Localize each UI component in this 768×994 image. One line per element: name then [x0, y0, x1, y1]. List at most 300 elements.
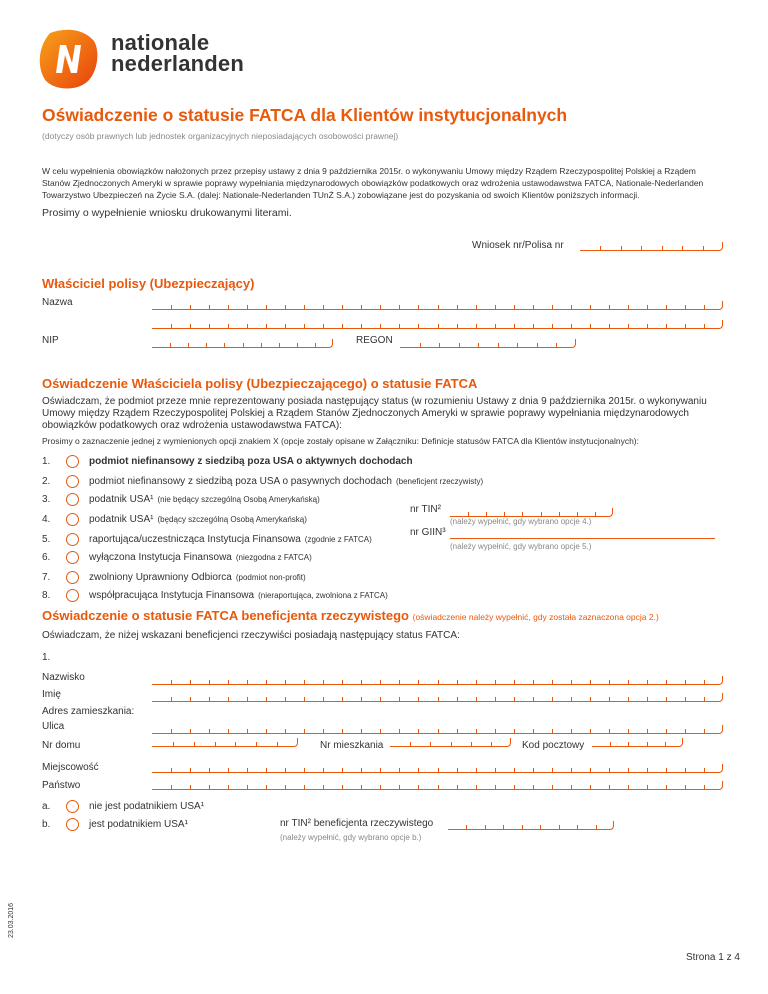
field-tick: [514, 768, 515, 772]
field-tick: [171, 768, 172, 772]
status-option-number: 3.: [42, 494, 51, 505]
field-tick: [418, 305, 419, 309]
field-tick: [206, 343, 207, 347]
field-tick: [323, 785, 324, 789]
status-option-note: (podmiot non-profit): [235, 573, 306, 582]
house-number-field[interactable]: [152, 738, 298, 747]
field-tick: [666, 729, 667, 733]
field-tick: [342, 680, 343, 684]
status-option-text: współpracująca Instytucja Finansowa: [89, 590, 255, 601]
surname-field[interactable]: [152, 676, 723, 685]
postal-code-label: Kod pocztowy: [522, 740, 585, 751]
status-option-radio[interactable]: [66, 513, 79, 526]
field-tick: [552, 768, 553, 772]
status-option-8: [42, 589, 388, 602]
field-tick: [590, 729, 591, 733]
field-tick: [457, 305, 458, 309]
field-tick: [247, 729, 248, 733]
field-tick: [610, 742, 611, 746]
field-tick: [342, 785, 343, 789]
status-option-text: raportująca/uczestnicząca Instytucja Finansowa: [89, 534, 301, 545]
field-tick: [170, 343, 171, 347]
brand-line-1: nationale: [111, 30, 210, 55]
field-tick: [361, 680, 362, 684]
address-label: Adres zamieszkania:: [42, 706, 135, 717]
field-tick: [285, 768, 286, 772]
field-tick: [171, 324, 172, 328]
giin-field[interactable]: [450, 538, 715, 539]
field-tick: [628, 680, 629, 684]
field-tick: [666, 697, 667, 701]
field-tick: [628, 768, 629, 772]
beneficiary-number: 1.: [42, 652, 51, 663]
field-tick: [342, 305, 343, 309]
field-tick: [495, 729, 496, 733]
status-option-number: 4.: [42, 514, 51, 525]
field-tick: [399, 324, 400, 328]
firstname-field[interactable]: [152, 693, 723, 702]
field-tick: [457, 729, 458, 733]
field-tick: [590, 680, 591, 684]
field-tick: [571, 729, 572, 733]
field-tick: [522, 512, 523, 516]
field-tick: [590, 785, 591, 789]
status-option-number: 8.: [42, 590, 51, 601]
field-tick: [459, 343, 460, 347]
field-tick: [285, 305, 286, 309]
beneficiary-tin-field[interactable]: [448, 821, 614, 830]
field-tick: [256, 742, 257, 746]
field-tick: [323, 324, 324, 328]
flat-number-label: Nr mieszkania: [320, 740, 384, 751]
field-tick: [495, 785, 496, 789]
field-tick: [666, 305, 667, 309]
firstname-label: Imię: [42, 689, 61, 700]
field-tick: [228, 680, 229, 684]
field-tick: [457, 680, 458, 684]
field-tick: [628, 305, 629, 309]
field-tick: [468, 512, 469, 516]
field-tick: [266, 729, 267, 733]
field-tick: [438, 729, 439, 733]
field-tick: [418, 324, 419, 328]
field-tick: [503, 825, 504, 829]
field-tick: [590, 768, 591, 772]
owner-name-field-1[interactable]: [152, 301, 723, 310]
field-tick: [342, 697, 343, 701]
status-option-7: [42, 571, 306, 584]
field-tick: [495, 768, 496, 772]
status-option-text: wyłączona Instytucja Finansowa: [89, 552, 232, 563]
field-tick: [609, 768, 610, 772]
field-tick: [682, 246, 683, 250]
regon-field[interactable]: [400, 339, 576, 348]
field-tick: [559, 825, 560, 829]
giin-hint: (należy wypełnić, gdy wybrano opcje 5.): [450, 542, 592, 551]
field-tick: [498, 343, 499, 347]
field-tick: [361, 697, 362, 701]
field-tick: [514, 697, 515, 701]
status-option-4: [42, 513, 307, 526]
field-tick: [247, 324, 248, 328]
field-tick: [571, 305, 572, 309]
field-tick: [361, 305, 362, 309]
nip-field[interactable]: [152, 339, 333, 348]
status-option-radio[interactable]: [66, 571, 79, 584]
status-option-text: zwolniony Uprawniony Odbiorca: [89, 572, 232, 583]
footer-date: 23.03.2016: [8, 902, 15, 938]
field-tick: [451, 742, 452, 746]
field-tick: [471, 742, 472, 746]
field-tick: [247, 697, 248, 701]
option-b-number: b.: [42, 819, 51, 830]
field-tick: [704, 680, 705, 684]
status-option-radio[interactable]: [66, 475, 79, 488]
field-tick: [533, 729, 534, 733]
field-tick: [541, 512, 542, 516]
status-option-number: 2.: [42, 476, 51, 487]
intro-text: W celu wypełnienia obowiązków nałożonych przez przepisy ustawy z dnia 9 października 2015r. o wykonywaniu Umowy między Rządem Rzeczypospolitej Polskiej a Rządem Stanów Zjednoczonych Ameryki w sprawie poprawy wypełniania międzynarodowych obowiązków podatkowych oraz wdrożenia ustawodawstwa FATCA, Nationale-Nederlanden Towarzystwo Ubezpieczeń na Życie S.A. (dalej: Nationale-Nederlanden TUnŻ S.A.) zobowiązane jest do pozyskania od swoich Klientów poniższych informacji.: [42, 166, 704, 200]
field-tick: [628, 729, 629, 733]
field-tick: [628, 697, 629, 701]
field-tick: [647, 305, 648, 309]
field-tick: [514, 680, 515, 684]
field-tick: [266, 785, 267, 789]
field-tick: [704, 768, 705, 772]
field-tick: [641, 246, 642, 250]
field-tick: [247, 768, 248, 772]
status-option-text: podatnik USA¹: [89, 514, 154, 525]
field-tick: [621, 246, 622, 250]
status-option-2: [42, 475, 483, 488]
field-tick: [228, 768, 229, 772]
field-tick: [522, 825, 523, 829]
field-tick: [173, 742, 174, 746]
field-tick: [418, 680, 419, 684]
giin-label: nr GIIN³: [410, 527, 446, 538]
field-tick: [420, 343, 421, 347]
status-option-radio[interactable]: [66, 455, 79, 468]
owner-name-label: Nazwa: [42, 297, 73, 308]
field-tick: [399, 768, 400, 772]
field-tick: [600, 246, 601, 250]
status-option-number: 7.: [42, 572, 51, 583]
field-tick: [209, 324, 210, 328]
field-tick: [556, 343, 557, 347]
field-tick: [491, 742, 492, 746]
field-tick: [243, 343, 244, 347]
field-tick: [476, 305, 477, 309]
option-a-number: a.: [42, 801, 51, 812]
field-tick: [704, 305, 705, 309]
owner-name-field-2[interactable]: [152, 320, 723, 329]
field-tick: [533, 305, 534, 309]
field-tick: [647, 697, 648, 701]
field-tick: [224, 343, 225, 347]
status-option-number: 5.: [42, 534, 51, 545]
field-tick: [190, 680, 191, 684]
policy-number-field[interactable]: [580, 242, 723, 251]
status-option-note: (nie będący szczególną Osobą Amerykańską): [157, 495, 320, 504]
field-tick: [190, 324, 191, 328]
field-tick: [514, 785, 515, 789]
field-tick: [537, 343, 538, 347]
status-option-number: 1.: [42, 456, 51, 467]
brand-wordmark: [111, 32, 244, 74]
field-tick: [266, 697, 267, 701]
tin-field[interactable]: [450, 508, 613, 517]
status-option-number: 6.: [42, 552, 51, 563]
field-tick: [685, 305, 686, 309]
flat-number-field[interactable]: [390, 738, 511, 747]
field-tick: [171, 680, 172, 684]
field-tick: [457, 785, 458, 789]
page-title: Oświadczenie o statusie FATCA dla Klientów instytucjonalnych: [42, 105, 568, 125]
field-tick: [266, 768, 267, 772]
status-option-text: podmiot niefinansowy z siedzibą poza USA o pasywnych dochodach: [89, 476, 392, 487]
field-tick: [666, 324, 667, 328]
field-tick: [209, 768, 210, 772]
field-tick: [514, 729, 515, 733]
statement-text: Oświadczam, że podmiot przeze mnie reprezentowany posiada następujący status (w rozumieniu Ustawy z dnia 9 października 2015r. o wykonywaniu Umowy między Rządem Rzeczypospolitej Polskiej a Rządem Stanów Zjednoczonych Ameryki w sprawie poprawy wypełniania międzynarodowych obowiązków podatkowych oraz wdrożenia ustawodawstwa FATCA):: [42, 396, 707, 431]
field-tick: [662, 246, 663, 250]
field-tick: [438, 305, 439, 309]
postal-code-field[interactable]: [592, 738, 683, 747]
field-tick: [476, 785, 477, 789]
field-tick: [297, 343, 298, 347]
status-option-radio[interactable]: [66, 533, 79, 546]
field-tick: [342, 768, 343, 772]
field-tick: [609, 324, 610, 328]
field-tick: [685, 768, 686, 772]
field-tick: [285, 324, 286, 328]
nn-logo-icon: [36, 27, 100, 91]
field-tick: [628, 324, 629, 328]
field-tick: [190, 768, 191, 772]
option-a-radio[interactable]: [66, 800, 79, 813]
field-tick: [261, 343, 262, 347]
field-tick: [476, 729, 477, 733]
field-tick: [571, 785, 572, 789]
field-tick: [380, 785, 381, 789]
field-tick: [704, 697, 705, 701]
field-tick: [228, 324, 229, 328]
field-tick: [430, 742, 431, 746]
field-tick: [410, 742, 411, 746]
regon-label: REGON: [356, 335, 393, 346]
field-tick: [476, 768, 477, 772]
field-tick: [609, 697, 610, 701]
field-tick: [647, 742, 648, 746]
field-tick: [399, 305, 400, 309]
field-tick: [418, 697, 419, 701]
field-tick: [457, 697, 458, 701]
field-tick: [666, 785, 667, 789]
field-tick: [533, 680, 534, 684]
field-tick: [342, 324, 343, 328]
field-tick: [438, 697, 439, 701]
beneficiary-intro: Oświadczam, że niżej wskazani beneficjenci rzeczywiści posiadają następujący status FATCA:: [42, 630, 460, 641]
field-tick: [438, 785, 439, 789]
field-tick: [552, 305, 553, 309]
country-label: Państwo: [42, 780, 81, 791]
field-tick: [323, 680, 324, 684]
field-tick: [609, 785, 610, 789]
field-tick: [380, 697, 381, 701]
field-tick: [315, 343, 316, 347]
statement-section-title: Oświadczenie Właściciela polisy (Ubezpieczającego) o statusie FATCA: [42, 376, 478, 391]
field-tick: [304, 729, 305, 733]
field-tick: [590, 324, 591, 328]
field-tick: [466, 825, 467, 829]
field-tick: [323, 305, 324, 309]
surname-label: Nazwisko: [42, 672, 85, 683]
field-tick: [342, 729, 343, 733]
tin-hint: (należy wypełnić, gdy wybrano opcje 4.): [450, 517, 592, 526]
field-tick: [285, 785, 286, 789]
field-tick: [209, 697, 210, 701]
field-tick: [194, 742, 195, 746]
field-tick: [495, 680, 496, 684]
status-option-text: podatnik USA¹: [89, 494, 154, 505]
beneficiary-tin-label: nr TIN² beneficjenta rzeczywistego: [280, 818, 434, 829]
status-option-radio[interactable]: [66, 493, 79, 506]
field-tick: [577, 825, 578, 829]
tin-label: nr TIN²: [410, 504, 441, 515]
field-tick: [285, 680, 286, 684]
beneficiary-option-b: [42, 818, 188, 831]
status-option-note: (nieraportująca, zwolniona z FATCA): [258, 591, 388, 600]
field-tick: [609, 729, 610, 733]
field-tick: [590, 305, 591, 309]
status-option-radio[interactable]: [66, 589, 79, 602]
field-tick: [685, 680, 686, 684]
field-tick: [647, 785, 648, 789]
option-b-radio[interactable]: [66, 818, 79, 831]
option-a-text: nie jest podatnikiem USA¹: [89, 801, 205, 812]
statement-instruction: Prosimy o zaznaczenie jednej z wymienionych opcji znakiem X (opcje zostały opisane w Załączniku: Definicje statusów FATCA dla Klientów instytucjonalnych):: [42, 436, 640, 446]
field-tick: [514, 324, 515, 328]
field-tick: [228, 697, 229, 701]
field-tick: [552, 324, 553, 328]
field-tick: [209, 305, 210, 309]
status-option-text: podmiot niefinansowy z siedzibą poza USA o aktywnych dochodach: [89, 456, 413, 467]
field-tick: [399, 697, 400, 701]
page-number: Strona 1 z 4: [686, 952, 740, 963]
field-tick: [476, 680, 477, 684]
field-tick: [590, 697, 591, 701]
field-tick: [514, 305, 515, 309]
status-option-note: (niezgodna z FATCA): [235, 553, 312, 562]
field-tick: [647, 768, 648, 772]
field-tick: [361, 324, 362, 328]
field-tick: [190, 785, 191, 789]
field-tick: [279, 343, 280, 347]
field-tick: [418, 785, 419, 789]
field-tick: [171, 729, 172, 733]
field-tick: [495, 324, 496, 328]
field-tick: [247, 785, 248, 789]
field-tick: [323, 768, 324, 772]
field-tick: [190, 305, 191, 309]
field-tick: [266, 324, 267, 328]
field-tick: [209, 729, 210, 733]
beneficiary-title-text: Oświadczenie o statusie FATCA beneficjenta rzeczywistego: [42, 608, 409, 623]
field-tick: [552, 697, 553, 701]
field-tick: [476, 324, 477, 328]
street-field[interactable]: [152, 725, 723, 734]
field-tick: [304, 324, 305, 328]
field-tick: [476, 697, 477, 701]
field-tick: [285, 697, 286, 701]
field-tick: [685, 729, 686, 733]
field-tick: [304, 680, 305, 684]
status-option-radio[interactable]: [66, 551, 79, 564]
print-request: Prosimy o wypełnienie wniosku drukowanymi literami.: [42, 207, 292, 219]
field-tick: [418, 768, 419, 772]
field-tick: [380, 680, 381, 684]
field-tick: [361, 785, 362, 789]
field-tick: [188, 343, 189, 347]
field-tick: [703, 246, 704, 250]
field-tick: [552, 680, 553, 684]
field-tick: [304, 697, 305, 701]
field-tick: [215, 742, 216, 746]
country-field[interactable]: [152, 781, 723, 790]
field-tick: [647, 729, 648, 733]
status-option-note: (beneficjent rzeczywisty): [395, 477, 484, 486]
field-tick: [647, 324, 648, 328]
field-tick: [533, 785, 534, 789]
field-tick: [190, 697, 191, 701]
city-field[interactable]: [152, 764, 723, 773]
field-tick: [533, 768, 534, 772]
beneficiary-tin-hint: (należy wypełnić, gdy wybrano opcje b.): [280, 833, 422, 842]
brand-line-2: nederlanden: [111, 51, 245, 76]
field-tick: [685, 324, 686, 328]
beneficiary-title-note: (oświadczenie należy wypełnić, gdy została zaznaczona opcja 2.): [412, 612, 659, 622]
policy-label: Wniosek nr/Polisa nr: [472, 240, 564, 251]
field-tick: [209, 680, 210, 684]
field-tick: [704, 785, 705, 789]
field-tick: [418, 729, 419, 733]
city-label: Miejscowość: [42, 762, 99, 773]
field-tick: [266, 680, 267, 684]
field-tick: [666, 680, 667, 684]
field-tick: [552, 729, 553, 733]
field-tick: [533, 324, 534, 328]
field-tick: [666, 768, 667, 772]
field-tick: [228, 729, 229, 733]
field-tick: [595, 512, 596, 516]
page-subtitle: (dotyczy osób prawnych lub jednostek organizacyjnych nieposiadających osobowości prawnej): [42, 131, 399, 141]
field-tick: [171, 697, 172, 701]
field-tick: [171, 305, 172, 309]
field-tick: [235, 742, 236, 746]
field-tick: [304, 768, 305, 772]
street-label: Ulica: [42, 721, 65, 732]
status-option-3: [42, 493, 320, 506]
field-tick: [478, 343, 479, 347]
status-option-5: [42, 533, 372, 546]
field-tick: [457, 768, 458, 772]
field-tick: [190, 729, 191, 733]
field-tick: [171, 785, 172, 789]
field-tick: [266, 305, 267, 309]
option-b-text: jest podatnikiem USA¹: [89, 819, 188, 830]
field-tick: [495, 697, 496, 701]
field-tick: [495, 305, 496, 309]
